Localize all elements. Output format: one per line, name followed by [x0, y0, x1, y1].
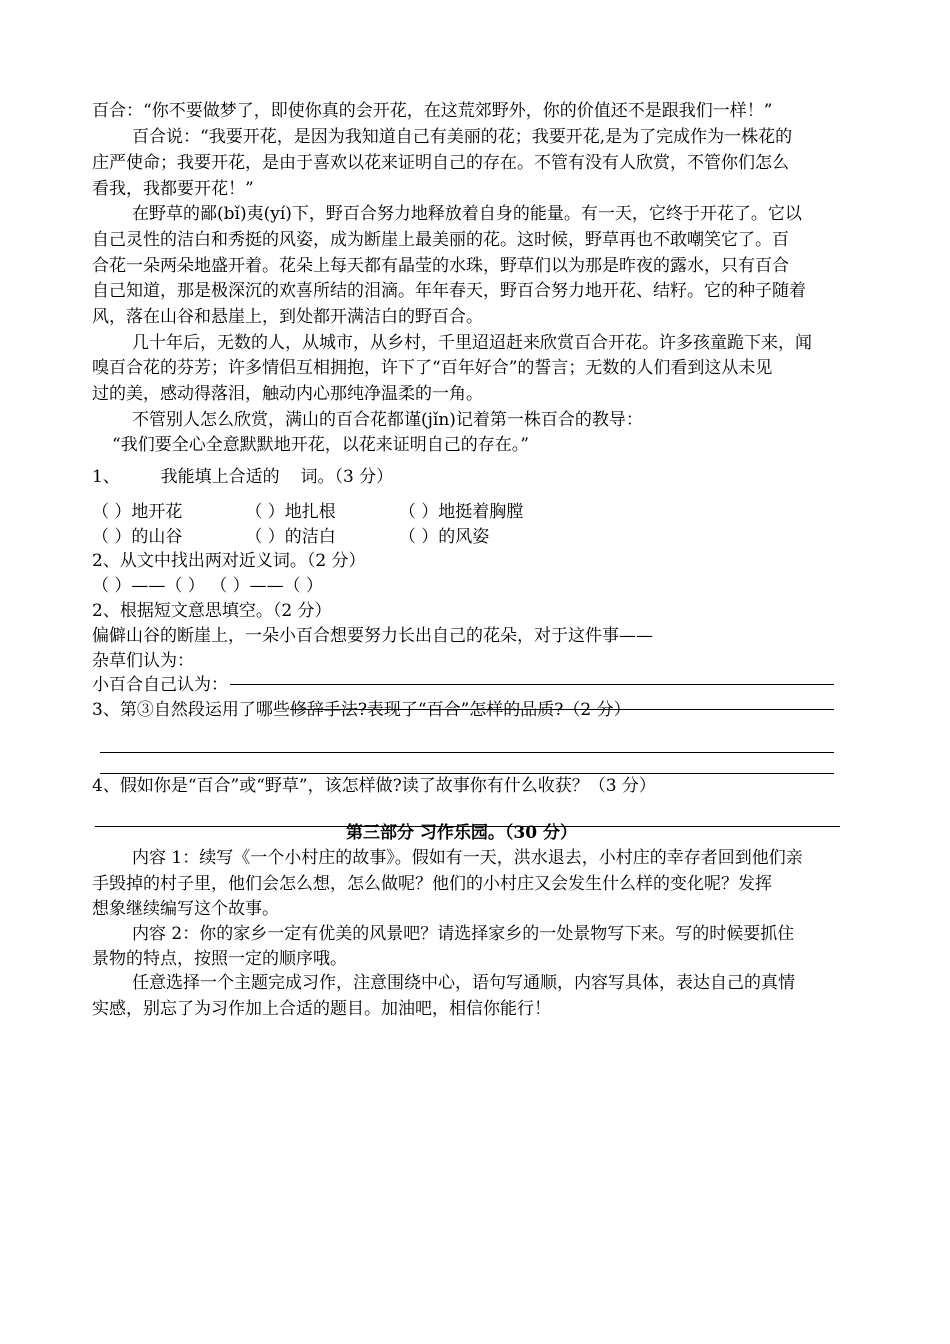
- passage-p3-line4: 自己知道，那是极深沉的欢喜所结的泪滴。年年春天，野百合努力地开花、结籽。它的种子随着: [92, 281, 806, 301]
- answer-line[interactable]: [230, 684, 834, 685]
- prompt-1-line1: 内容 1：续写《一个小村庄的故事》。假如有一天，洪水退去，小村庄的幸存者回到他们亲: [132, 848, 803, 868]
- passage-p5: 不管别人怎么欣赏，满山的百合花都谨(jǐn)记着第一株百合的教导：: [132, 410, 643, 430]
- passage-p3-line3: 合花一朵两朵地盛开着。花朵上每天都有晶莹的水珠，野草们以为那是昨夜的露水，只有百合: [92, 256, 789, 276]
- prompt-2-line2: 景物的特点，按照一定的顺序哦。: [92, 949, 347, 969]
- question-3-lily-view: 小百合自己认为：: [92, 675, 228, 695]
- answer-line[interactable]: [100, 773, 834, 774]
- passage-p2-line2: 庄严使命；我要开花，是由于喜欢以花来证明自己的存在。不管有没有人欣赏，不管你们怎么: [92, 153, 789, 173]
- answer-line[interactable]: [290, 709, 834, 710]
- fill-blank[interactable]: （ ）的洁白: [245, 527, 336, 547]
- answer-line[interactable]: [100, 752, 834, 753]
- part-3-heading: 第三部分 习作乐园。（30 分）: [346, 823, 577, 843]
- passage-p4-line3: 过的美，感动得落泪，触动内心那纯净温柔的一角。: [92, 384, 483, 404]
- fill-blank[interactable]: （ ）地开花: [92, 502, 183, 522]
- question-1-score: 词。（3 分）: [300, 467, 394, 487]
- passage-p1: 百合：“你不要做梦了，即使你真的会开花，在这荒郊野外，你的价值还不是跟我们一样！”: [92, 101, 773, 121]
- question-3: 2、根据短文意思填空。（2 分）: [92, 601, 332, 621]
- question-1: [92, 466, 872, 488]
- question-1-number: 1、: [92, 467, 120, 487]
- question-1-text: 我能填上合适的: [160, 467, 280, 487]
- question-4: 3、第③自然段运用了哪些修辞手法?表现了“百合”怎样的品质?（2 分）: [92, 700, 631, 720]
- question-1-row-1: [92, 501, 872, 523]
- passage-p3-line1: 在野草的鄙(bǐ)夷(yí)下，野百合努力地释放着自身的能量。有一天，它终于开花了。它以: [132, 204, 802, 224]
- passage-p2-line1: 百合说：“我要开花，是因为我知道自己有美丽的花；我要开花,是为了完成作为一株花的: [132, 127, 793, 147]
- instructions-line1: 任意选择一个主题完成习作，注意围绕中心，语句写通顺，内容写具体，表达自己的真情: [132, 973, 795, 993]
- question-2: 2、从文中找出两对近义词。（2 分）: [92, 551, 366, 571]
- fill-blank[interactable]: （ ）地扎根: [245, 502, 336, 522]
- passage-p4-line1: 几十年后，无数的人，从城市，从乡村，千里迢迢赶来欣赏百合开花。许多孩童跪下来，闻: [132, 333, 812, 353]
- prompt-2-line1: 内容 2：你的家乡一定有优美的风景吧？请选择家乡的一处景物写下来。写的时候要抓住: [132, 924, 795, 944]
- fill-blank[interactable]: （ ）的山谷: [92, 527, 183, 547]
- passage-p6: “我们要全心全意默默地开花，以花来证明自己的存在。”: [112, 435, 529, 455]
- passage-p3-line5: 风，落在山谷和悬崖上，到处都开满洁白的野百合。: [92, 307, 483, 327]
- prompt-1-line2: 手毁掉的村子里，他们会怎么想，怎么做呢？他们的小村庄又会发生什么样的变化呢？发挥: [92, 874, 772, 894]
- instructions-line2: 实感，别忘了为习作加上合适的题目。加油吧，相信你能行！: [92, 999, 551, 1019]
- question-3-grass-view: 杂草们认为：: [92, 651, 194, 671]
- fill-blank[interactable]: （ ）地挺着胸膛: [398, 502, 524, 522]
- passage-p4-line2: 嗅百合花的芬芳；许多情侣互相拥抱，许下了“百年好合”的誓言；无数的人们看到这从未见: [92, 358, 773, 378]
- passage-p2-line3: 看我，我都要开花！”: [92, 179, 254, 199]
- question-1-row-2: [92, 526, 872, 548]
- passage-p3-line2: 自己灵性的洁白和秀挺的风姿，成为断崖上最美丽的花。这时候，野草再也不敢嘲笑它了。百: [92, 230, 789, 250]
- question-2-blanks[interactable]: （ ）——（ ） （ ）——（ ）: [92, 576, 324, 596]
- fill-blank[interactable]: （ ）的风姿: [398, 527, 490, 547]
- prompt-1-line3: 想象继续编写这个故事。: [92, 899, 279, 919]
- question-5: 4、假如你是“百合”或“野草”，该怎样做?读了故事你有什么收获？（3 分）: [92, 776, 656, 796]
- question-3-prompt: 偏僻山谷的断崖上，一朵小百合想要努力长出自己的花朵，对于这件事——: [92, 626, 653, 646]
